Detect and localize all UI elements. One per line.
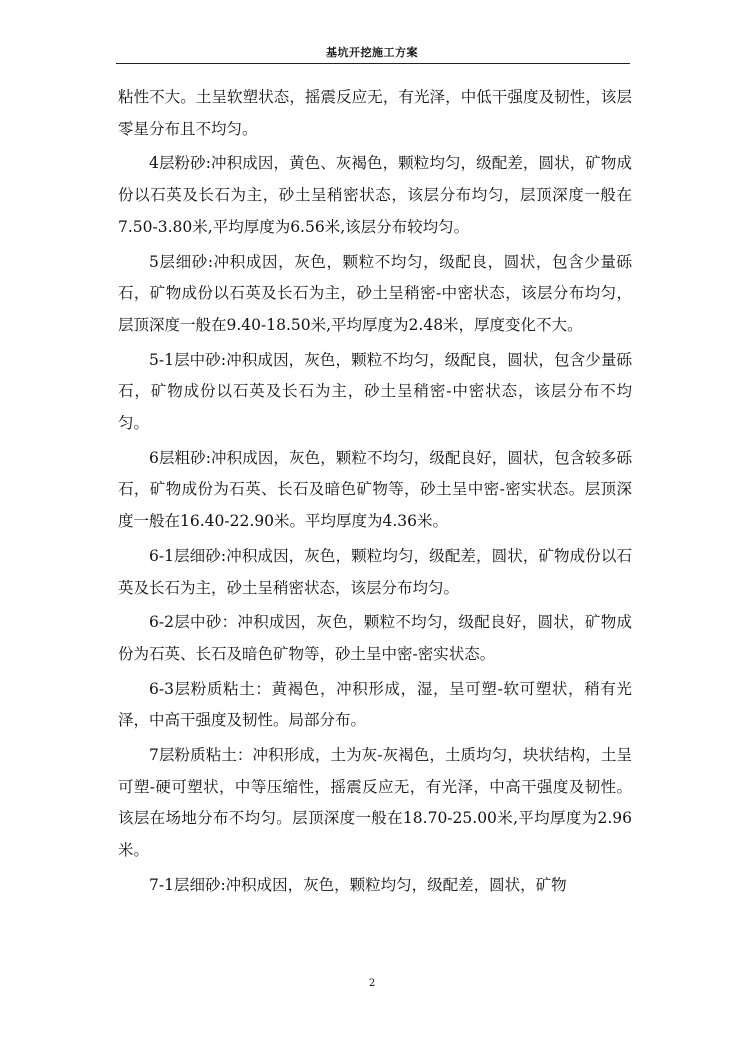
header-divider xyxy=(116,63,630,64)
paragraph-layer-7-silty-clay: 7层粉质粘土：冲积形成，土为灰-灰褐色，土质均匀，块状结构，土呈可塑-硬可塑状，中等压缩性，摇震反应无，有光泽，中高干强度及韧性。该层在场地分布不均匀。层顶深度一般在18.70-25.00米,平均厚度为2.96米。 xyxy=(118,746,632,860)
document-body xyxy=(118,82,632,905)
paragraph-layer-6-2-medium-sand: 6-2层中砂：冲积成因，灰色，颗粒不均匀，级配良好，圆状，矿物成份为石英、长石及暗色矿物等，砂土呈中密-密实状态。 xyxy=(118,613,632,663)
page-header-title: 基坑开挖施工方案 xyxy=(326,46,418,59)
paragraph-layer-6-1-fine-sand: 6-1层细砂:冲积成因，灰色，颗粒均匀，级配差，圆状，矿物成份以石英及长石为主，砂土呈稍密状态，该层分布均匀。 xyxy=(118,546,632,597)
paragraph-layer-5-1-medium-sand: 5-1层中砂:冲积成因，灰色，颗粒不均匀，级配良，圆状，包含少量砾石，矿物成份以石英及长石为主，砂土呈稍密-中密状态，该层分布不均匀。 xyxy=(118,350,632,433)
paragraph-layer-6-3-silty-clay: 6-3层粉质粘土：黄褐色，冲积形成，湿，呈可塑-软可塑状，稍有光泽，中高干强度及韧性。局部分布。 xyxy=(118,679,632,730)
paragraph-layer-7-1-fine-sand: 7-1层细砂:冲积成因，灰色，颗粒均匀，级配差，圆状，矿物 xyxy=(149,875,567,894)
paragraph-layer-4-silty-sand: 4层粉砂:冲积成因，黄色、灰褐色，颗粒均匀，级配差，圆状，矿物成份以石英及长石为主，砂土呈稍密状态，该层分布均匀，层顶深度一般在7.50-3.80米,平均厚度为6.56米,该层分布较均匀。 xyxy=(118,154,632,236)
paragraph-continued-layer: 粘性不大。土呈软塑状态，摇震反应无，有光泽，中低干强度及韧性，该层零星分布且不均匀。 xyxy=(118,88,632,138)
paragraph-layer-5-fine-sand: 5层细砂:冲积成因，灰色，颗粒不均匀，级配良，圆状，包含少量砾石，矿物成份以石英及长石为主，砂土呈稍密-中密状态，该层分布均匀，层顶深度一般在9.40-18.50米,平均厚度为2.48米，厚度变化不大。 xyxy=(118,252,632,334)
paragraph-layer-6-coarse-sand: 6层粗砂:冲积成因，灰色，颗粒不均匀，级配良好，圆状，包含较多砾石，矿物成份为石英、长石及暗色矿物等，砂土呈中密-密实状态。层顶深度一般在16.40-22.90米。平均厚度为4.36米。 xyxy=(118,448,632,531)
page-number: 2 xyxy=(368,978,376,989)
